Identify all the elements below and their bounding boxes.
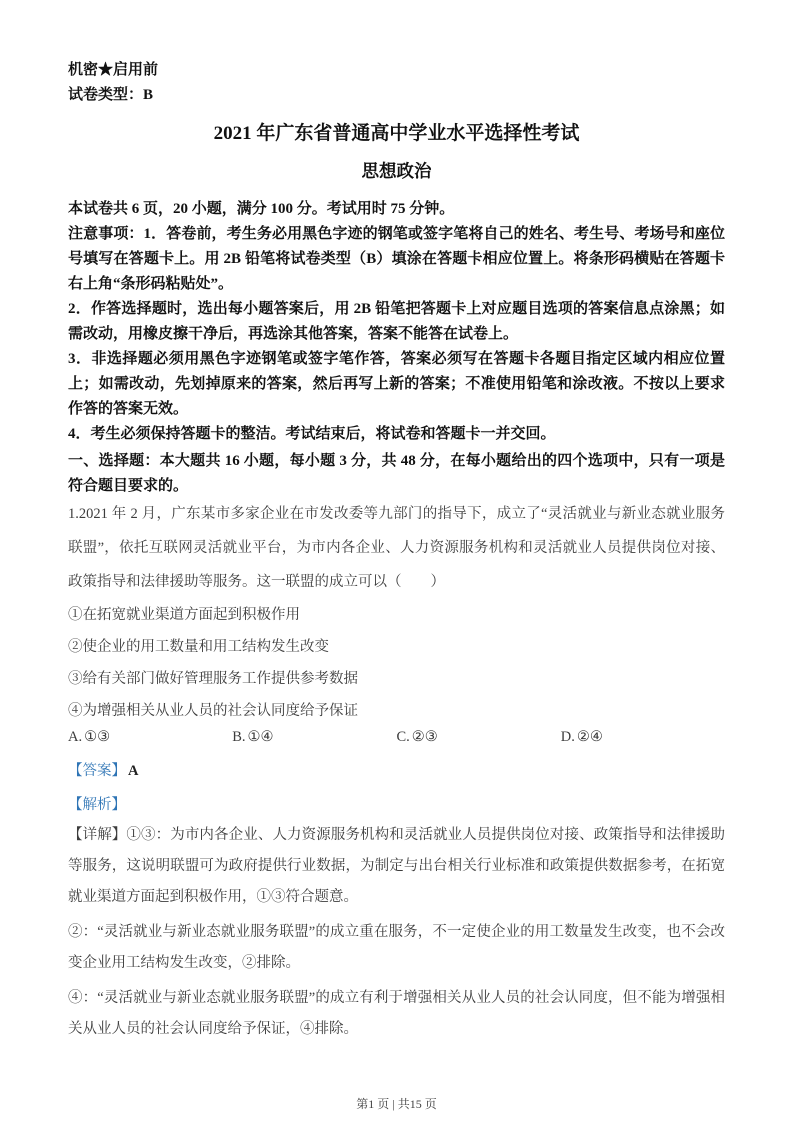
option-a bbox=[68, 722, 232, 752]
analysis-line bbox=[68, 790, 725, 820]
detail-label: 【详解】 bbox=[68, 827, 127, 843]
page-subtitle: 思想政治 bbox=[361, 161, 432, 181]
section-heading: 一、选择题：本大题共 16 小题，每小题 3 分，共 48 分，在每小题给出的四个选项中，只有一项是符合题目要求的。 bbox=[68, 453, 725, 494]
option-d-text: ②④ bbox=[576, 729, 603, 745]
detail-paragraph-3: ④：“灵活就业与新业态就业服务联盟”的成立有利于增强相关从业人员的社会认同度，但不能为增强相关从业人员的社会认同度给予保证，④排除。 bbox=[68, 990, 725, 1037]
notice-item-1: 注意事项：1．答卷前，考生务必用黑色字迹的钢笔或签字笔将自己的姓名、考生号、考场号和座位号填写在答题卡上。用 2B 铅笔将试卷类型（B）填涂在答题卡相应位置上。将条形码横贴在答题卡右上角“条形码粘贴处”。 bbox=[68, 226, 725, 292]
detail-paragraph-2: ②：“灵活就业与新业态就业服务联盟”的成立重在服务，不一定使企业的用工数量发生改变，也不会改变企业用工结构发生改变，②排除。 bbox=[68, 924, 725, 971]
option-c bbox=[397, 722, 561, 752]
notice-item-3: 3．非选择题必须用黑色字迹钢笔或签字笔作答，答案必须写在答题卡各题目指定区域内相应位置上；如需改动，先划掉原来的答案，然后再写上新的答案；不准使用铅笔和涂改液。不按以上要求作答的答案无效。 bbox=[68, 351, 725, 417]
answer-value: A bbox=[128, 763, 139, 779]
page-number-footer: 第1 页 | 共15 页 bbox=[356, 1097, 437, 1111]
question-statement-1: ①在拓宽就业渠道方面起到积极作用 bbox=[68, 607, 300, 623]
option-a-text: ①③ bbox=[84, 729, 111, 745]
answer-label: 【答案】 bbox=[68, 763, 126, 779]
option-d bbox=[561, 722, 725, 752]
options-row bbox=[68, 722, 725, 752]
option-d-label: D. bbox=[560, 729, 575, 745]
question-statement-4: ④为增强相关从业人员的社会认同度给予保证 bbox=[68, 703, 358, 719]
detail-paragraph-1 bbox=[68, 820, 725, 913]
question-statement-3: ③给有关部门做好管理服务工作提供参考数据 bbox=[68, 671, 358, 687]
option-a-label: A. bbox=[68, 729, 83, 745]
paper-type-label: 试卷类型：B bbox=[68, 87, 154, 103]
analysis-label: 【解析】 bbox=[68, 797, 126, 813]
notice-item-4: 4．考生必须保持答题卡的整洁。考试结束后，将试卷和答题卡一并交回。 bbox=[68, 426, 556, 442]
page-title: 2021 年广东省普通高中学业水平选择性考试 bbox=[213, 123, 580, 144]
question-stem: 1.2021 年 2 月，广东某市多家企业在市发改委等九部门的指导下，成立了“灵活就业与新业态就业服务联盟”，依托互联网灵活就业平台，为市内各企业、人力资源服务机构和灵活就业人员提供岗位对接、政策指导和法律援助等服务。这一联盟的成立可以（ ） bbox=[68, 506, 725, 590]
question-statement-2: ②使企业的用工数量和用工结构发生改变 bbox=[68, 639, 329, 655]
classification-label: 机密★启用前 bbox=[68, 62, 159, 78]
option-c-label: C. bbox=[396, 729, 410, 745]
answer-line bbox=[68, 756, 725, 786]
option-b bbox=[232, 722, 396, 752]
option-c-text: ②③ bbox=[411, 729, 438, 745]
detail-paragraph-1-text: ①③：为市内各企业、人力资源服务机构和灵活就业人员提供岗位对接、政策指导和法律援助等服务，这说明联盟可为政府提供行业数据，为制定与出台相关行业标准和政策提供数据参考，在拓宽就业渠道方面起到积极作用，①③符合题意。 bbox=[68, 827, 726, 905]
notice-item-2: 2．作答选择题时，选出每小题答案后，用 2B 铅笔把答题卡上对应题目选项的答案信息点涂黑；如需改动，用橡皮擦干净后，再选涂其他答案，答案不能答在试卷上。 bbox=[68, 301, 725, 342]
exam-info: 本试卷共 6 页，20 小题，满分 100 分。考试用时 75 分钟。 bbox=[68, 201, 455, 217]
option-b-text: ①④ bbox=[247, 729, 274, 745]
option-b-label: B. bbox=[232, 729, 246, 745]
